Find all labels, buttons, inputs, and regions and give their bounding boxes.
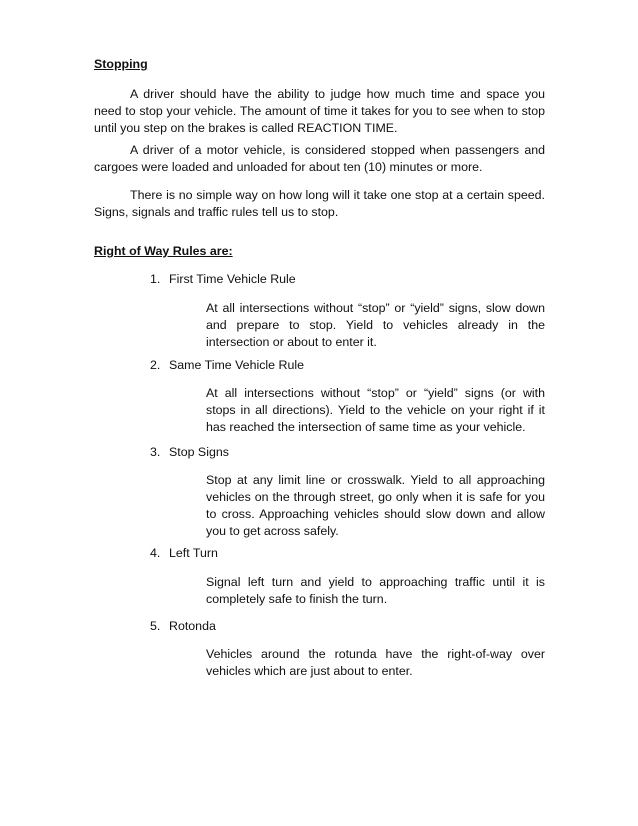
- stopping-paragraph-3: There is no simple way on how long will it take one stop at a certain speed. Signs, signals and traffic rules tell us to stop.: [94, 188, 545, 219]
- right-of-way-heading: Right of Way Rules are:: [94, 244, 233, 258]
- rule-1-label: First Time Vehicle Rule: [169, 272, 296, 286]
- stopping-paragraph-1: A driver should have the ability to judge how much time and space you need to stop your vehicle. The amount of time it takes for you to see when to stop until you step on the brakes is called REACTION TIME.: [94, 87, 545, 135]
- rule-5-body: Vehicles around the rotunda have the right-of-way over vehicles which are just about to enter.: [206, 647, 545, 678]
- stopping-heading: Stopping: [94, 57, 148, 71]
- stopping-paragraph-2: A driver of a motor vehicle, is considered stopped when passengers and cargoes were loaded and unloaded for about ten (10) minutes or more.: [94, 143, 545, 174]
- rule-4-title: [150, 545, 218, 562]
- rule-2-body: At all intersections without “stop” or “yield” signs (or with stops in all directions). Yield to the vehicle on your right if it has reached the intersection of same time as your vehicle.: [206, 386, 545, 434]
- rule-5-title: [150, 618, 216, 635]
- rule-1-number: 1.: [150, 272, 161, 286]
- rule-2-number: 2.: [150, 358, 161, 372]
- rule-1-body: At all intersections without “stop” or “yield” signs, slow down and prepare to stop. Yield to vehicles already in the intersection or about to enter it.: [206, 301, 545, 349]
- rule-3-title: [150, 444, 229, 461]
- rule-1-title: [150, 271, 296, 288]
- rule-5-label: Rotonda: [169, 619, 216, 633]
- rule-5-number: 5.: [150, 619, 161, 633]
- rule-2-label: Same Time Vehicle Rule: [169, 358, 304, 372]
- rule-3-number: 3.: [150, 445, 161, 459]
- rule-2-title: [150, 357, 304, 374]
- rule-3-body: Stop at any limit line or crosswalk. Yield to all approaching vehicles on the through street, go only when it is safe for you to cross. Approaching vehicles should slow down and allow you to get across safely.: [206, 473, 545, 538]
- rule-4-number: 4.: [150, 546, 161, 560]
- rule-4-body: Signal left turn and yield to approaching traffic until it is completely safe to finish the turn.: [206, 575, 545, 606]
- rule-4-label: Left Turn: [169, 546, 218, 560]
- rule-3-label: Stop Signs: [169, 445, 229, 459]
